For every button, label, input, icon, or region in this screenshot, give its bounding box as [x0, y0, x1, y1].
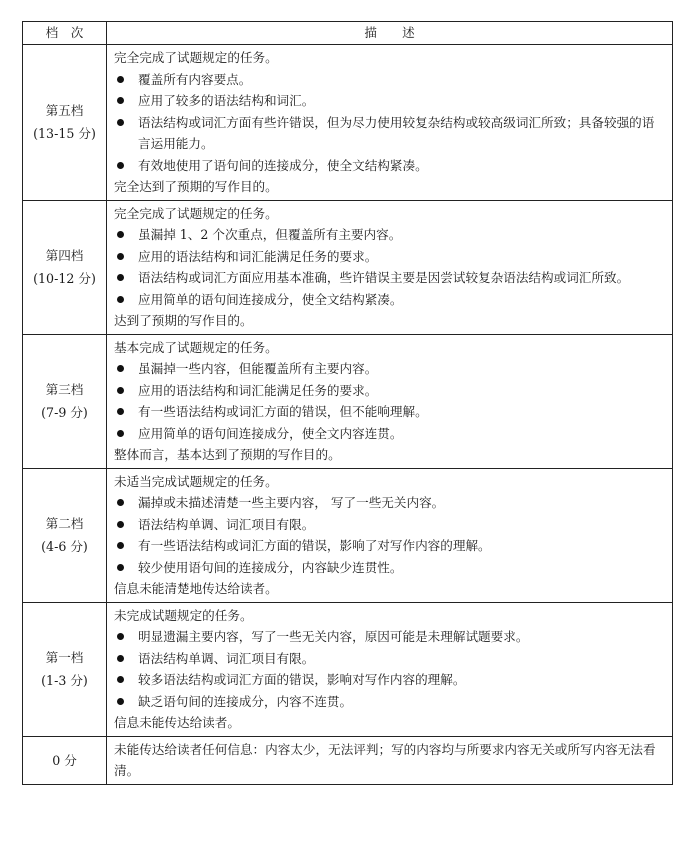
zero-description: 未能传达给读者任何信息：内容太少，无法评判；写的内容均与所要求内容无关或所写内容无法看清。 [114, 741, 656, 778]
description-cell [107, 45, 673, 201]
bullet-text: 较少使用语句间的连接成分，内容缺少连贯性。 [138, 559, 403, 575]
bullet-text: 应用的语法结构和词汇能满足任务的要求。 [138, 382, 378, 398]
bullet-item [114, 423, 666, 445]
level-score: (1-3 分) [41, 673, 88, 688]
bullet-item [114, 401, 666, 423]
bullet-dot-icon [117, 408, 124, 415]
bullet-item [114, 358, 666, 380]
level-cell [23, 602, 107, 736]
bullet-dot-icon [117, 430, 124, 437]
intro-text: 未完成试题规定的任务。 [114, 607, 253, 623]
header-row [23, 22, 673, 45]
bullet-dot-icon [117, 162, 124, 169]
level-cell [23, 334, 107, 468]
level-score: 0 分 [52, 752, 77, 768]
bullet-text: 语法结构单调、词汇项目有限。 [138, 650, 315, 666]
outro-text: 完全达到了预期的写作目的。 [114, 179, 278, 194]
bullet-item [114, 224, 666, 246]
scoring-rubric-table [22, 21, 673, 785]
bullet-item [114, 155, 666, 177]
rubric-row [23, 200, 673, 334]
bullet-dot-icon [117, 119, 124, 126]
bullet-text: 有一些语法结构或词汇方面的错误，但不能响理解。 [138, 404, 428, 419]
bullet-dot-icon [117, 274, 124, 281]
bullet-dot-icon [117, 633, 124, 640]
intro-text: 未适当完成试题规定的任务。 [114, 473, 278, 489]
header-description: 描 述 [107, 22, 673, 45]
bullet-text: 语法结构或词汇方面应用基本准确，些许错误主要是因尝试较复杂语法结构或词汇所致。 [138, 270, 630, 285]
rubric-container [22, 21, 672, 785]
bullet-item [114, 626, 666, 648]
rubric-row [23, 334, 673, 468]
bullet-dot-icon [117, 521, 124, 528]
bullet-text: 语法结构或词汇方面有些许错误，但为尽力使用较复杂结构或较高级词汇所致；具备较强的语言运用能力。 [138, 114, 655, 151]
level-score: (4-6 分) [41, 539, 88, 554]
level-cell [23, 45, 107, 201]
description-cell [107, 200, 673, 334]
intro-text: 完全完成了试题规定的任务。 [114, 205, 278, 221]
bullet-item [114, 557, 666, 579]
rubric-row [23, 602, 673, 736]
bullet-text: 覆盖所有内容要点。 [138, 71, 252, 87]
bullet-text: 漏掉或未描述清楚一些主要内容， 写了一些无关内容。 [138, 495, 445, 510]
outro-text: 达到了预期的写作目的。 [114, 313, 253, 328]
level-score: (13-15 分) [33, 126, 96, 142]
bullet-text: 有一些语法结构或词汇方面的错误，影响了对写作内容的理解。 [138, 538, 491, 553]
bullet-item [114, 669, 666, 691]
level-cell [23, 468, 107, 602]
bullet-dot-icon [117, 499, 124, 506]
level-score: (7-9 分) [41, 405, 88, 420]
bullet-dot-icon [117, 253, 124, 260]
level-cell [23, 736, 107, 784]
bullet-text: 应用了较多的语法结构和词汇。 [138, 93, 315, 108]
bullet-text: 明显遗漏主要内容，写了一些无关内容，原因可能是未理解试题要求。 [138, 629, 529, 644]
bullet-item [114, 267, 666, 289]
bullet-item [114, 69, 666, 91]
bullet-dot-icon [117, 97, 124, 104]
description-cell [107, 468, 673, 602]
bullet-item [114, 535, 666, 557]
description-cell [107, 334, 673, 468]
level-name: 第一档 [45, 650, 84, 665]
bullet-dot-icon [117, 564, 124, 571]
bullet-dot-icon [117, 231, 124, 238]
bullet-text: 应用简单的语句间连接成分，使全文结构紧凑。 [138, 291, 403, 307]
bullet-item [114, 380, 666, 402]
intro-text: 完全完成了试题规定的任务。 [114, 50, 278, 65]
level-name: 第二档 [45, 516, 84, 531]
bullet-dot-icon [117, 542, 124, 549]
bullet-dot-icon [117, 76, 124, 83]
header-level: 档 次 [23, 22, 107, 45]
rubric-row-zero [23, 736, 673, 784]
bullet-item [114, 514, 666, 536]
bullet-text: 虽漏掉 1、2 个次重点，但覆盖所有主要内容。 [138, 227, 402, 242]
level-cell [23, 200, 107, 334]
bullet-item [114, 691, 666, 713]
bullet-text: 有效地使用了语句间的连接成分，使全文结构紧凑。 [138, 157, 428, 173]
bullet-text: 应用的语法结构和词汇能满足任务的要求。 [138, 248, 378, 264]
level-name: 第四档 [45, 248, 84, 263]
bullet-dot-icon [117, 676, 124, 683]
bullet-text: 语法结构单调、词汇项目有限。 [138, 516, 315, 532]
level-name: 第三档 [45, 382, 84, 397]
bullet-text: 缺乏语句间的连接成分，内容不连贯。 [138, 693, 353, 709]
bullet-text: 虽漏掉一些内容，但能覆盖所有主要内容。 [138, 361, 378, 376]
description-cell [107, 602, 673, 736]
bullet-text: 较多语法结构或词汇方面的错误，影响对写作内容的理解。 [138, 672, 466, 687]
level-name: 第五档 [45, 103, 84, 119]
rubric-row [23, 45, 673, 201]
outro-text: 信息未能传达给读者。 [114, 715, 240, 730]
description-cell [107, 736, 673, 784]
bullet-item [114, 492, 666, 514]
outro-text: 整体而言，基本达到了预期的写作目的。 [114, 447, 341, 462]
bullet-item [114, 289, 666, 311]
bullet-item [114, 112, 666, 155]
bullet-dot-icon [117, 387, 124, 394]
outro-text: 信息未能清楚地传达给读者。 [114, 581, 278, 596]
bullet-dot-icon [117, 698, 124, 705]
bullet-item [114, 90, 666, 112]
bullet-dot-icon [117, 655, 124, 662]
bullet-dot-icon [117, 296, 124, 303]
bullet-dot-icon [117, 365, 124, 372]
bullet-item [114, 246, 666, 268]
intro-text: 基本完成了试题规定的任务。 [114, 339, 278, 355]
bullet-text: 应用简单的语句间连接成分，使全文内容连贯。 [138, 425, 403, 441]
level-score: (10-12 分) [33, 271, 96, 286]
rubric-row [23, 468, 673, 602]
bullet-item [114, 648, 666, 670]
